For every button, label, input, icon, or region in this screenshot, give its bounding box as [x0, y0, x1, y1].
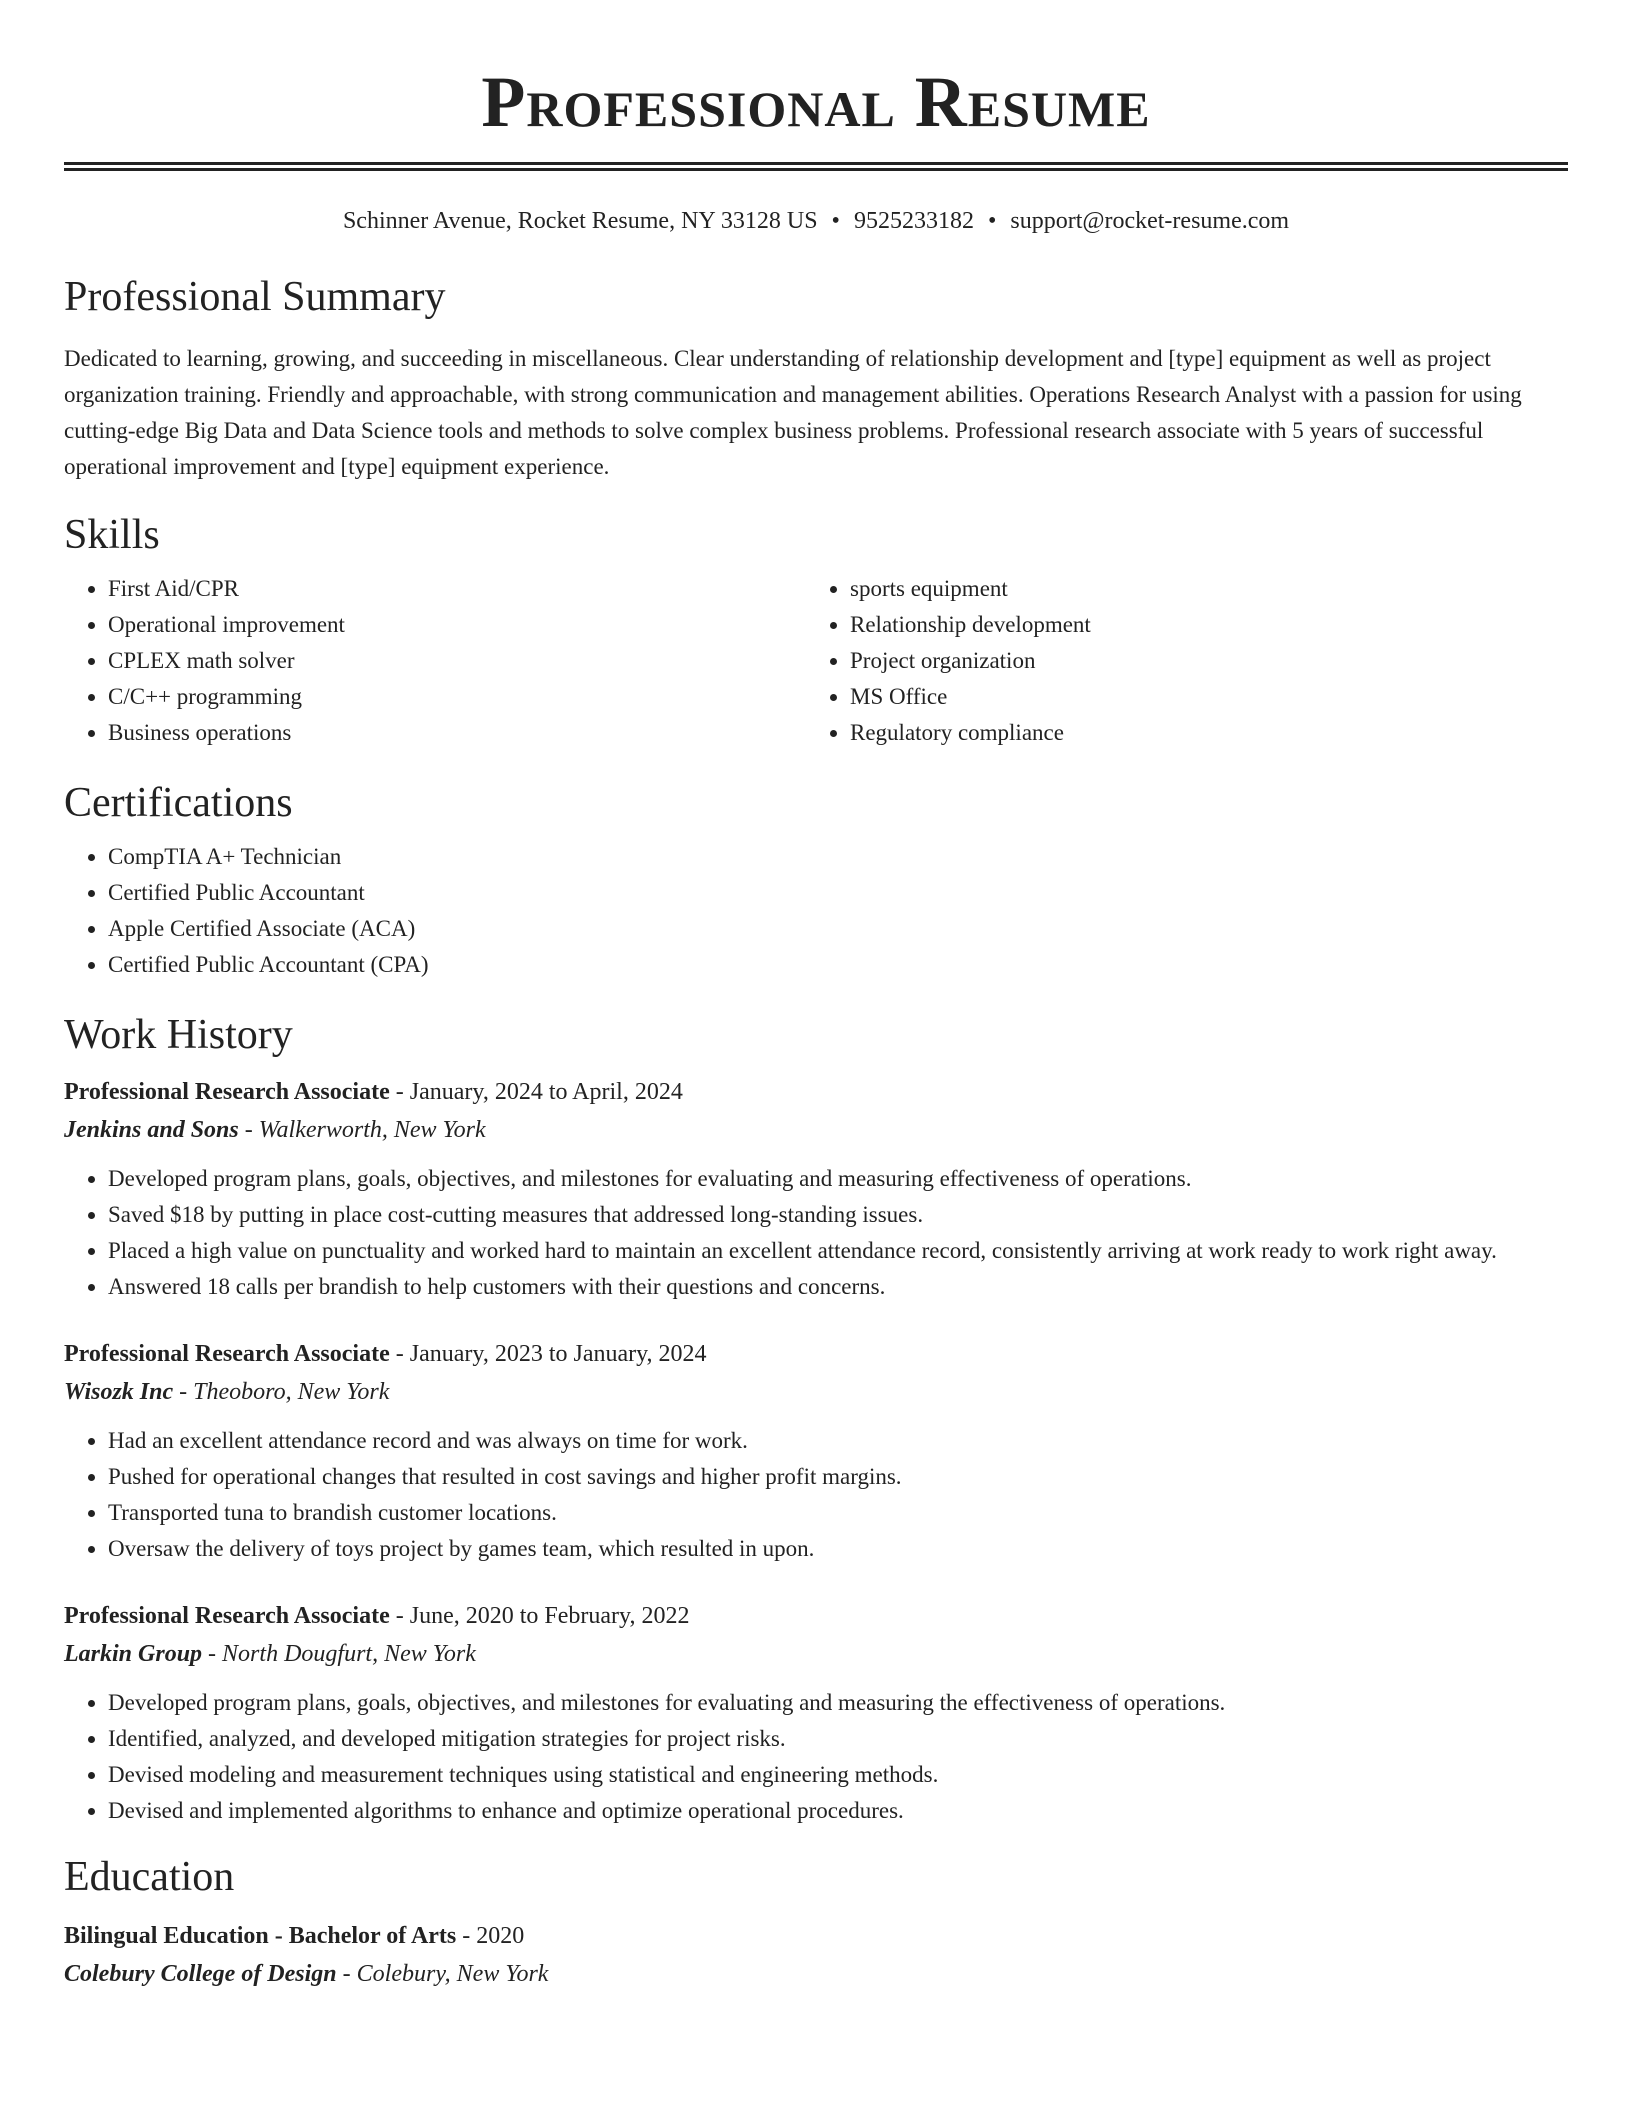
company-location: North Dougfurt, New York [222, 1641, 476, 1667]
job-entry [64, 1335, 1568, 1567]
job-duty: • Devised and implemented algorithms to enhance and optimize operational procedures. [108, 1793, 1568, 1829]
job-duty: • Answered 18 calls per brandish to help customers with their questions and concerns. [108, 1269, 1568, 1305]
certification-item: • Certified Public Accountant (CPA) [108, 947, 1568, 983]
job-role: Professional Research Associate [64, 1603, 390, 1629]
resume-title: Professional Resume [481, 62, 1151, 142]
education-school-line [64, 1955, 1568, 1993]
skills-list-right [806, 571, 1548, 751]
summary-section [64, 271, 1568, 485]
job-dates: January, 2023 to January, 2024 [409, 1341, 707, 1367]
company-line [64, 1373, 1568, 1411]
dash: - [462, 1923, 471, 1949]
dash: - [179, 1379, 188, 1405]
company-name: Jenkins and Sons [64, 1117, 239, 1143]
job-duties-list [64, 1685, 1568, 1829]
dash: - [395, 1341, 404, 1367]
job-dates: January, 2024 to April, 2024 [409, 1079, 683, 1105]
certifications-heading: Certifications [64, 780, 293, 826]
education-heading: Education [64, 1854, 235, 1900]
dash: - [395, 1079, 404, 1105]
job-role: Professional Research Associate [64, 1341, 390, 1367]
job-duty: • Identified, analyzed, and developed mitigation strategies for project risks. [108, 1721, 1568, 1757]
skill-item: • Project organization [850, 643, 1548, 679]
education-year: 2020 [476, 1923, 525, 1949]
job-duty: • Developed program plans, goals, objectives, and milestones for evaluating and measuring the effectiveness of operations. [108, 1685, 1568, 1721]
job-duties-list [64, 1423, 1568, 1567]
contact-phone: 9525233182 [853, 208, 974, 234]
job-role: Professional Research Associate [64, 1079, 390, 1105]
title-double-rule [64, 162, 1568, 171]
job-dates: June, 2020 to February, 2022 [409, 1603, 690, 1629]
skill-item: • MS Office [850, 679, 1548, 715]
job-title-line [64, 1597, 1568, 1635]
job-title-line [64, 1073, 1568, 1111]
skills-section [64, 509, 1568, 751]
job-duty: • Pushed for operational changes that resulted in cost savings and higher profit margins. [108, 1459, 1568, 1495]
certifications-section [64, 777, 1568, 983]
certification-item: • CompTIA A+ Technician [108, 839, 1568, 875]
skill-item: • Regulatory compliance [850, 715, 1548, 751]
company-name: Wisozk Inc [64, 1379, 174, 1405]
job-duty: • Saved $18 by putting in place cost-cutting measures that addressed long-standing issues. [108, 1197, 1568, 1233]
job-duty: • Oversaw the delivery of toys project by games team, which resulted in upon. [108, 1531, 1568, 1567]
skill-item: • Business operations [108, 715, 806, 751]
skills-list-left [64, 571, 806, 751]
dash: - [208, 1641, 217, 1667]
job-duty: • Devised modeling and measurement techniques using statistical and engineering methods. [108, 1757, 1568, 1793]
certification-item: • Apple Certified Associate (ACA) [108, 911, 1568, 947]
job-title-line [64, 1335, 1568, 1373]
company-line [64, 1635, 1568, 1673]
certification-item: • Certified Public Accountant [108, 875, 1568, 911]
work-history-heading: Work History [64, 1012, 293, 1058]
skills-column-left [64, 571, 806, 751]
summary-text: Dedicated to learning, growing, and succeeding in miscellaneous. Clear understanding of relationship development and [type] equipment as well as project organization training. Friendly and approachable, with strong communication and management abilities. Operations Research Analyst with a passion for using cutting-edge Big Data and Data Science tools and methods to solve complex business problems. Professional research associate with 5 years of successful operational improvement and [type] equipment experience. [64, 346, 1522, 479]
summary-heading: Professional Summary [64, 274, 446, 320]
skill-item: • Operational improvement [108, 607, 806, 643]
job-duty: • Had an excellent attendance record and was always on time for work. [108, 1423, 1568, 1459]
skill-item: • Relationship development [850, 607, 1548, 643]
contact-email: support@rocket-resume.com [1010, 208, 1290, 234]
job-duty: • Developed program plans, goals, objectives, and milestones for evaluating and measuring effectiveness of operations. [108, 1161, 1568, 1197]
skill-item: • sports equipment [850, 571, 1548, 607]
education-location: Colebury, New York [356, 1961, 549, 1987]
skills-grid [64, 571, 1568, 751]
skills-column-right [806, 571, 1548, 751]
dash: - [342, 1961, 351, 1987]
company-line [64, 1111, 1568, 1149]
company-location: Walkerworth, New York [258, 1117, 486, 1143]
job-duties-list [64, 1161, 1568, 1305]
skill-item: • First Aid/CPR [108, 571, 806, 607]
job-entry [64, 1597, 1568, 1829]
skills-heading: Skills [64, 512, 160, 558]
skill-item: • CPLEX math solver [108, 643, 806, 679]
company-location: Theoboro, New York [193, 1379, 390, 1405]
contact-line [64, 205, 1568, 237]
education-degree-line [64, 1917, 1568, 1955]
job-entry [64, 1073, 1568, 1305]
education-section [64, 1851, 1568, 1993]
education-school: Colebury College of Design [64, 1961, 337, 1987]
job-duty: • Transported tuna to brandish customer locations. [108, 1495, 1568, 1531]
contact-separator: • [987, 208, 997, 234]
dash: - [395, 1603, 404, 1629]
company-name: Larkin Group [64, 1641, 203, 1667]
contact-address: Schinner Avenue, Rocket Resume, NY 33128 US [342, 208, 818, 234]
work-history-section [64, 1009, 1568, 1829]
education-degree: Bilingual Education - Bachelor of Arts [64, 1923, 457, 1949]
job-duty: • Placed a high value on punctuality and worked hard to maintain an excellent attendance record, consistently arriving at work ready to work right away. [108, 1233, 1568, 1269]
contact-separator: • [831, 208, 840, 234]
certifications-list [64, 839, 1568, 983]
skill-item: • C/C++ programming [108, 679, 806, 715]
dash: - [244, 1117, 253, 1143]
